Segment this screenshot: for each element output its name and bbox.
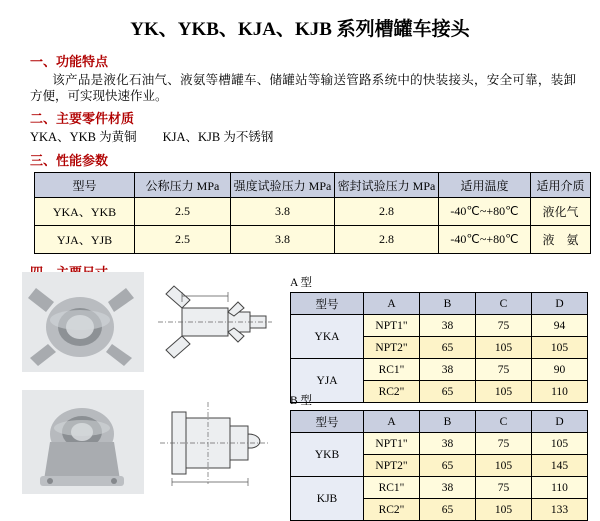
dimension-table-a-wrapper — [290, 274, 588, 403]
dim-a-g1-r1-c3: 110 — [532, 381, 588, 403]
dim-b-g0-r0-c2: 75 — [476, 433, 532, 455]
table-row — [291, 315, 588, 337]
dimension-table-a-caption: A 型 — [290, 277, 313, 289]
perf-r0-c3: 2.8 — [335, 198, 439, 226]
dim-a-g1-model: YJA — [291, 359, 364, 403]
dim-a-g1-r0-c3: 90 — [532, 359, 588, 381]
dim-b-th-1: A — [364, 411, 420, 433]
photo-coupling-b — [22, 390, 144, 494]
perf-r1-c3: 2.8 — [335, 226, 439, 254]
dim-a-g0-model: YKA — [291, 315, 364, 359]
dim-a-g0-r0-c3: 94 — [532, 315, 588, 337]
performance-table-header-row — [35, 173, 591, 198]
dim-b-th-3: C — [476, 411, 532, 433]
dim-a-g1-r0-c0: RC1" — [364, 359, 420, 381]
dim-a-header-row — [291, 293, 588, 315]
dim-a-g0-r1-c0: NPT2" — [364, 337, 420, 359]
perf-r1-c5: 液 氨 — [531, 226, 591, 254]
drawing-coupling-a — [152, 272, 278, 372]
dimension-table-b-caption: B 型 — [290, 395, 313, 407]
photo-coupling-b-graphic — [22, 390, 144, 494]
section-heading-materials: 二、主要零件材质 — [30, 111, 135, 126]
dim-b-th-2: B — [420, 411, 476, 433]
perf-th-0: 型号 — [35, 173, 135, 198]
dimension-table-a — [290, 292, 588, 403]
dim-a-g0-r1-c3: 105 — [532, 337, 588, 359]
dim-b-g1-r0-c0: RC1" — [364, 477, 420, 499]
table-row — [291, 477, 588, 499]
perf-r0-c0: YKA、YKB — [35, 198, 135, 226]
perf-r1-c0: YJA、YJB — [35, 226, 135, 254]
drawing-coupling-a-graphic — [152, 272, 278, 372]
drawing-coupling-b — [152, 390, 278, 494]
dim-b-g1-r1-c1: 65 — [420, 499, 476, 521]
perf-r0-c5: 液化气 — [531, 198, 591, 226]
photo-coupling-a-graphic — [22, 272, 144, 372]
dim-b-g0-r0-c3: 105 — [532, 433, 588, 455]
dim-b-g1-model: KJB — [291, 477, 364, 521]
dim-b-th-0: 型号 — [291, 411, 364, 433]
perf-r1-c4: -40℃~+80℃ — [439, 226, 531, 254]
dim-b-g0-r1-c2: 105 — [476, 455, 532, 477]
dim-a-g0-r1-c1: 65 — [420, 337, 476, 359]
perf-th-1: 公称压力 MPa — [135, 173, 231, 198]
photo-coupling-a — [22, 272, 144, 372]
perf-r0-c4: -40℃~+80℃ — [439, 198, 531, 226]
dim-a-g0-r0-c1: 38 — [420, 315, 476, 337]
perf-r0-c2: 3.8 — [231, 198, 335, 226]
dim-a-th-0: 型号 — [291, 293, 364, 315]
dim-a-g1-r1-c1: 65 — [420, 381, 476, 403]
table-row — [291, 433, 588, 455]
dim-b-g1-r0-c3: 110 — [532, 477, 588, 499]
materials-left: YKA、YKB 为黄铜 — [30, 130, 137, 144]
dim-b-g0-r1-c3: 145 — [532, 455, 588, 477]
dim-b-th-4: D — [532, 411, 588, 433]
dim-a-g1-r1-c0: RC2" — [364, 381, 420, 403]
dim-a-th-4: D — [532, 293, 588, 315]
performance-table — [34, 172, 591, 254]
dim-a-th-3: C — [476, 293, 532, 315]
section-heading-features: 一、功能特点 — [30, 54, 109, 69]
dimension-table-b-wrapper — [290, 392, 588, 521]
perf-th-5: 适用介质 — [531, 173, 591, 198]
perf-r1-c1: 2.5 — [135, 226, 231, 254]
table-row — [291, 359, 588, 381]
dim-b-g1-r0-c1: 38 — [420, 477, 476, 499]
table-row — [35, 226, 591, 254]
perf-th-3: 密封试验压力 MPa — [335, 173, 439, 198]
materials-right: KJA、KJB 为不锈钢 — [162, 130, 274, 144]
features-body — [12, 72, 588, 104]
dim-a-g0-r0-c2: 75 — [476, 315, 532, 337]
dim-a-g1-r0-c1: 38 — [420, 359, 476, 381]
dim-b-g0-r1-c0: NPT2" — [364, 455, 420, 477]
dim-a-g0-r1-c2: 105 — [476, 337, 532, 359]
dim-b-g1-r1-c0: RC2" — [364, 499, 420, 521]
dim-a-g0-r0-c0: NPT1" — [364, 315, 420, 337]
dim-a-g1-r1-c2: 105 — [476, 381, 532, 403]
dim-b-g1-r1-c2: 105 — [476, 499, 532, 521]
page-title: YK、YKB、KJA、KJB 系列槽罐车接头 — [130, 19, 470, 40]
dimension-table-b — [290, 410, 588, 521]
section-heading-performance: 三、性能参数 — [30, 153, 109, 168]
perf-th-2: 强度试验压力 MPa — [231, 173, 335, 198]
dim-a-th-2: B — [420, 293, 476, 315]
dim-b-g0-r0-c0: NPT1" — [364, 433, 420, 455]
table-row — [35, 198, 591, 226]
dim-b-g1-r1-c3: 133 — [532, 499, 588, 521]
dim-b-g0-r0-c1: 38 — [420, 433, 476, 455]
dim-b-g0-model: YKB — [291, 433, 364, 477]
drawing-coupling-b-graphic — [152, 390, 278, 494]
dim-b-g0-r1-c1: 65 — [420, 455, 476, 477]
dim-a-th-1: A — [364, 293, 420, 315]
dim-b-g1-r0-c2: 75 — [476, 477, 532, 499]
perf-r0-c1: 2.5 — [135, 198, 231, 226]
perf-th-4: 适用温度 — [439, 173, 531, 198]
dim-a-g1-r0-c2: 75 — [476, 359, 532, 381]
materials-line — [12, 129, 588, 146]
perf-r1-c2: 3.8 — [231, 226, 335, 254]
features-body-text: 该产品是液化石油气、液氨等槽罐车、储罐站等输送管路系统中的快装接头，安全可靠，装卸方便，可实现快速作业。 — [30, 73, 576, 103]
dim-b-header-row — [291, 411, 588, 433]
